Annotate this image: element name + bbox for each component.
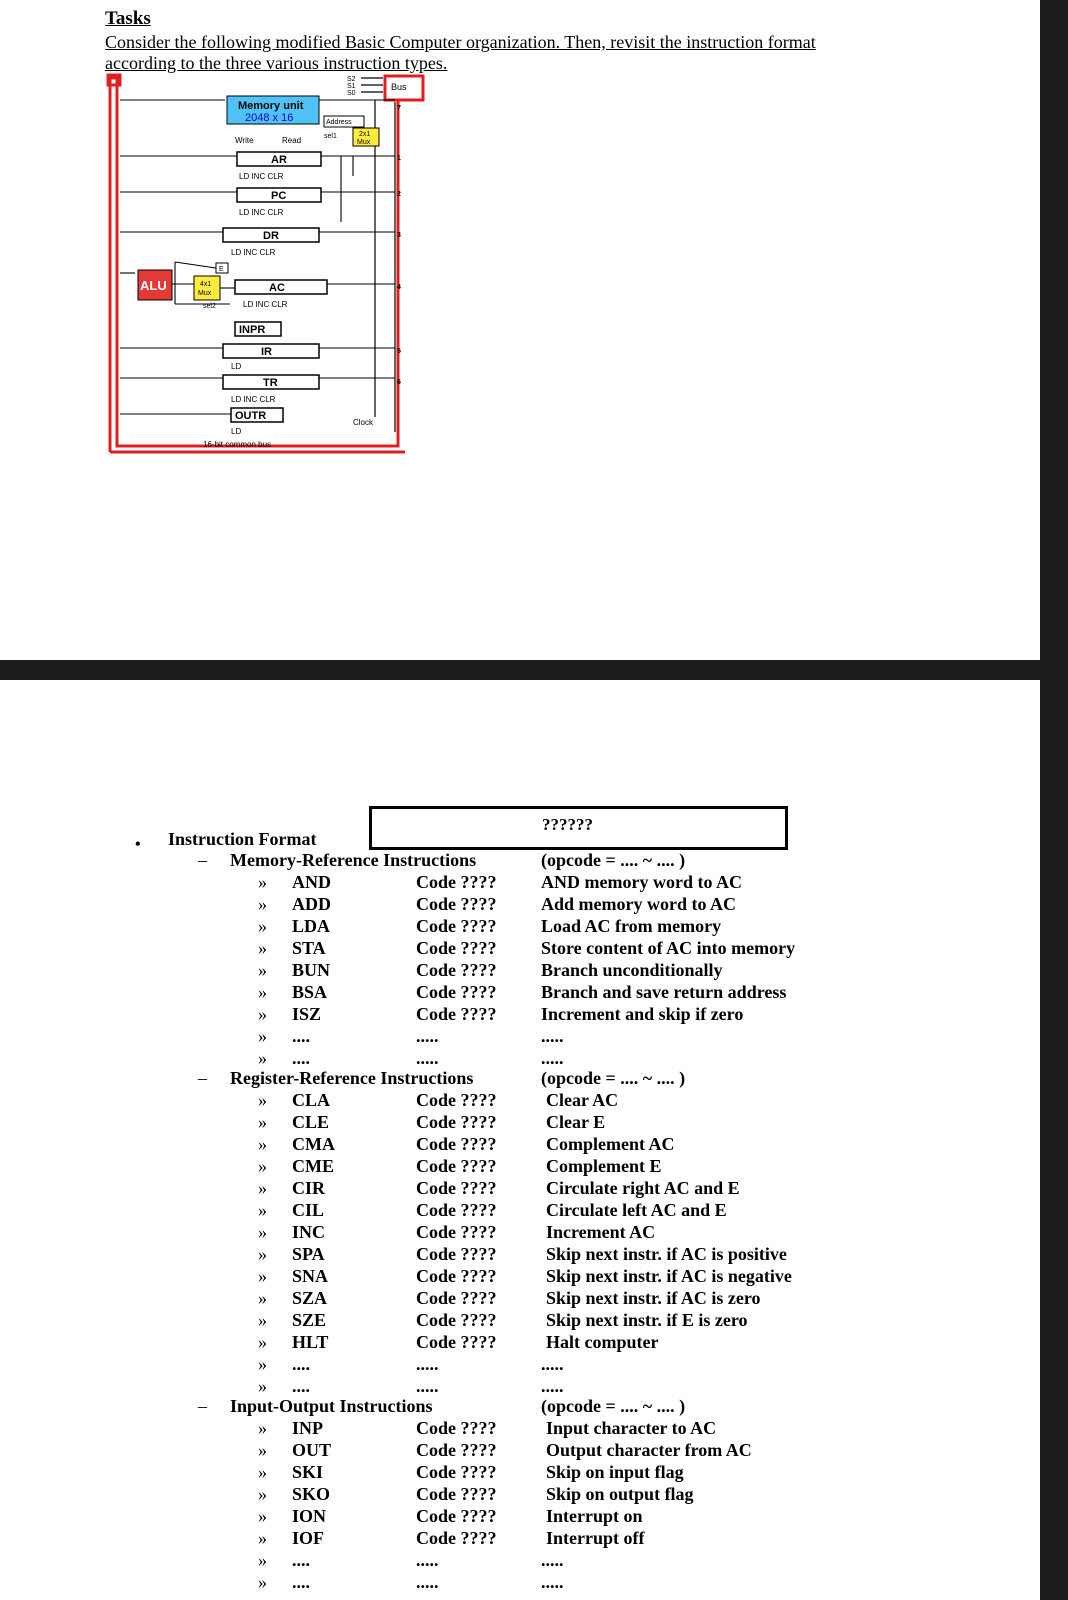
code-placeholder: ..... — [416, 1048, 439, 1068]
input-output-opcode: (opcode = .... ~ .... ) — [541, 1396, 686, 1416]
memory-unit-size: 2048 x 16 — [245, 112, 294, 124]
page-edge-shadow — [1040, 0, 1068, 1600]
code-placeholder: Code ???? — [416, 960, 497, 980]
chevron-icon: » — [258, 872, 267, 892]
code-placeholder: Code ???? — [416, 1440, 497, 1460]
chevron-icon: » — [258, 1090, 267, 1110]
outr-control-label: LD — [231, 427, 242, 436]
code-placeholder: Code ???? — [416, 1200, 497, 1220]
code-placeholder: Code ???? — [416, 894, 497, 914]
mnemonic: SZA — [292, 1288, 328, 1308]
chevron-icon: » — [258, 1156, 267, 1176]
dr-label: DR — [263, 230, 279, 242]
chevron-icon: » — [258, 916, 267, 936]
memory-reference-opcode: (opcode = .... ~ .... ) — [541, 850, 686, 870]
description: Complement E — [546, 1156, 662, 1176]
mnemonic: .... — [292, 1048, 310, 1068]
mnemonic: IOF — [292, 1528, 325, 1548]
mux-4x1-label-a: 4x1 — [200, 281, 212, 288]
description: Skip on input flag — [546, 1462, 684, 1482]
register-reference-opcode: (opcode = .... ~ .... ) — [541, 1068, 686, 1088]
code-placeholder: Code ???? — [416, 1332, 497, 1352]
description: Clear E — [546, 1112, 606, 1132]
code-placeholder: Code ???? — [416, 1310, 497, 1330]
mnemonic: CLA — [292, 1090, 331, 1110]
chevron-icon: » — [258, 1222, 267, 1242]
description: Input character to AC — [546, 1418, 717, 1438]
write-label: Write — [235, 136, 254, 145]
chevron-icon: » — [258, 982, 267, 1002]
mnemonic: OUT — [292, 1440, 332, 1460]
mux-2x1-label-b: Mux — [357, 139, 371, 146]
ir-label: IR — [261, 346, 272, 358]
ac-control-label: LD INC CLR — [243, 300, 288, 309]
code-placeholder: Code ???? — [416, 872, 497, 892]
mnemonic: AND — [292, 872, 331, 892]
mnemonic: ION — [292, 1506, 327, 1526]
ar-label: AR — [271, 154, 287, 166]
ac-label: AC — [269, 282, 285, 294]
code-placeholder: Code ???? — [416, 916, 497, 936]
mnemonic: .... — [292, 1026, 310, 1046]
description: Circulate left AC and E — [546, 1200, 727, 1220]
chevron-icon: » — [258, 1418, 267, 1438]
mnemonic: .... — [292, 1572, 310, 1592]
section-dash: – — [198, 1068, 207, 1088]
description: Add memory word to AC — [541, 894, 736, 914]
description: ..... — [541, 1550, 564, 1570]
mnemonic: BSA — [292, 982, 328, 1002]
common-bus-label: 16-bit common bus — [203, 440, 272, 449]
description: Output character from AC — [546, 1440, 752, 1460]
bus-input-2: 2 — [397, 191, 401, 198]
mnemonic: CLE — [292, 1112, 330, 1132]
description: Branch and save return address — [541, 982, 787, 1002]
bullet: • — [135, 836, 141, 853]
alu-label: ALU — [140, 278, 167, 293]
chevron-icon: » — [258, 1506, 267, 1526]
sel2-label: sel2 — [203, 303, 216, 310]
chevron-icon: » — [258, 1134, 267, 1154]
chevron-icon: » — [258, 1004, 267, 1024]
mux-4x1-label-b: Mux — [198, 290, 212, 297]
code-placeholder: Code ???? — [416, 1222, 497, 1242]
mnemonic: LDA — [292, 916, 331, 936]
inpr-label: INPR — [239, 324, 266, 336]
clock-label: Clock — [353, 418, 374, 427]
mnemonic: CMA — [292, 1134, 335, 1154]
mnemonic: .... — [292, 1354, 310, 1374]
mnemonic: .... — [292, 1550, 310, 1570]
mnemonic: SPA — [292, 1244, 325, 1264]
description: Circulate right AC and E — [546, 1178, 740, 1198]
pc-label: PC — [271, 190, 287, 202]
ar-control-label: LD INC CLR — [239, 172, 284, 181]
bus-input-7: 7 — [397, 105, 401, 112]
description: Skip next instr. if AC is negative — [546, 1266, 792, 1286]
chevron-icon: » — [258, 960, 267, 980]
mnemonic: SZE — [292, 1310, 327, 1330]
description: ..... — [541, 1354, 564, 1374]
mnemonic: SKI — [292, 1462, 324, 1482]
page-break — [0, 660, 1040, 680]
code-placeholder: Code ???? — [416, 1178, 497, 1198]
description: ..... — [541, 1026, 564, 1046]
chevron-icon: » — [258, 1178, 267, 1198]
intro-line-1: Consider the following modified Basic Computer organization. Then, revisit the instruction format — [105, 32, 816, 52]
diagram-svg — [105, 72, 425, 464]
chevron-icon: » — [258, 1440, 267, 1460]
code-placeholder: ..... — [416, 1572, 439, 1592]
chevron-icon: » — [258, 1288, 267, 1308]
code-placeholder: ..... — [416, 1550, 439, 1570]
s2-label: S2 — [347, 76, 356, 83]
code-placeholder: ..... — [416, 1354, 439, 1374]
mux-2x1-label-a: 2x1 — [359, 131, 371, 138]
s1-label: S1 — [347, 83, 356, 90]
ir-control-label: LD — [231, 362, 242, 371]
chevron-icon: » — [258, 1572, 267, 1592]
outr-label: OUTR — [235, 410, 267, 422]
description: Branch unconditionally — [541, 960, 723, 980]
description: Increment and skip if zero — [541, 1004, 744, 1024]
section-dash: – — [198, 1396, 207, 1416]
description: Increment AC — [546, 1222, 656, 1242]
code-placeholder: Code ???? — [416, 1244, 497, 1264]
code-placeholder: ..... — [416, 1026, 439, 1046]
intro-line-2: according to the three various instruction types. — [105, 53, 448, 73]
basic-computer-diagram — [105, 72, 425, 464]
mnemonic: ADD — [292, 894, 331, 914]
chevron-icon: » — [258, 1354, 267, 1374]
code-placeholder: ..... — [416, 1376, 439, 1396]
dr-control-label: LD INC CLR — [231, 248, 276, 257]
code-placeholder: Code ???? — [416, 1288, 497, 1308]
description: ..... — [541, 1572, 564, 1592]
chevron-icon: » — [258, 1462, 267, 1482]
bus-input-5: 5 — [397, 348, 401, 355]
description: Skip next instr. if AC is positive — [546, 1244, 787, 1264]
s0-label: S0 — [347, 90, 356, 97]
bus-input-3: 3 — [397, 232, 401, 239]
description: Store content of AC into memory — [541, 938, 796, 958]
chevron-icon: » — [258, 1112, 267, 1132]
code-placeholder: Code ???? — [416, 1484, 497, 1504]
bus-label: Bus — [391, 82, 407, 92]
mnemonic: .... — [292, 1376, 310, 1396]
sel1-label: sel1 — [324, 133, 337, 140]
code-placeholder: Code ???? — [416, 1112, 497, 1132]
chevron-icon: » — [258, 1266, 267, 1286]
description: Skip next instr. if E is zero — [546, 1310, 748, 1330]
chevron-icon: » — [258, 1048, 267, 1068]
code-placeholder: Code ???? — [416, 982, 497, 1002]
section-dash: – — [198, 850, 207, 870]
description: AND memory word to AC — [541, 872, 742, 892]
input-output-title: Input-Output Instructions — [230, 1396, 433, 1416]
code-placeholder: Code ???? — [416, 1004, 497, 1024]
register-reference-title: Register-Reference Instructions — [230, 1068, 474, 1088]
mnemonic: INC — [292, 1222, 326, 1242]
chevron-icon: » — [258, 1026, 267, 1046]
mnemonic: BUN — [292, 960, 331, 980]
description: Interrupt on — [546, 1506, 643, 1526]
e-label: E — [219, 266, 224, 273]
pc-control-label: LD INC CLR — [239, 208, 284, 217]
description: Clear AC — [546, 1090, 619, 1110]
mnemonic: SKO — [292, 1484, 331, 1504]
chevron-icon: » — [258, 1244, 267, 1264]
read-label: Read — [282, 136, 302, 145]
description: Interrupt off — [546, 1528, 645, 1548]
code-placeholder: Code ???? — [416, 938, 497, 958]
tasks-heading: Tasks — [105, 8, 151, 29]
chevron-icon: » — [258, 1550, 267, 1570]
code-placeholder: Code ???? — [416, 1528, 497, 1548]
chevron-icon: » — [258, 1310, 267, 1330]
code-placeholder: Code ???? — [416, 1266, 497, 1286]
mnemonic: STA — [292, 938, 326, 958]
chevron-icon: » — [258, 1200, 267, 1220]
code-placeholder: Code ???? — [416, 1090, 497, 1110]
mnemonic: ISZ — [292, 1004, 322, 1024]
mnemonic: INP — [292, 1418, 323, 1438]
description: Halt computer — [546, 1332, 659, 1352]
bus-input-6: 6 — [397, 379, 401, 386]
description: Complement AC — [546, 1134, 675, 1154]
chevron-icon: » — [258, 1484, 267, 1504]
description: Skip next instr. if AC is zero — [546, 1288, 761, 1308]
bus-input-4: 4 — [397, 284, 401, 291]
code-placeholder: Code ???? — [416, 1156, 497, 1176]
mnemonic: SNA — [292, 1266, 329, 1286]
description: Skip on output flag — [546, 1484, 694, 1504]
code-placeholder: Code ???? — [416, 1506, 497, 1526]
mnemonic: HLT — [292, 1332, 329, 1352]
memory-unit-title: Memory unit — [238, 100, 304, 112]
chevron-icon: » — [258, 938, 267, 958]
description: ..... — [541, 1048, 564, 1068]
intro-paragraph — [105, 32, 865, 74]
mnemonic: CIR — [292, 1178, 326, 1198]
description: ..... — [541, 1376, 564, 1396]
tr-label: TR — [263, 377, 278, 389]
bus-input-1: 1 — [397, 155, 401, 162]
address-label: Address — [326, 119, 352, 126]
answer-box-text: ?????? — [542, 815, 593, 834]
chevron-icon: » — [258, 1528, 267, 1548]
code-placeholder: Code ???? — [416, 1134, 497, 1154]
description: Load AC from memory — [541, 916, 722, 936]
instruction-format-title: Instruction Format — [168, 829, 317, 849]
code-placeholder: Code ???? — [416, 1418, 497, 1438]
chevron-icon: » — [258, 1332, 267, 1352]
memory-reference-title: Memory-Reference Instructions — [230, 850, 477, 870]
code-placeholder: Code ???? — [416, 1462, 497, 1482]
chevron-icon: » — [258, 1376, 267, 1396]
mnemonic: CME — [292, 1156, 334, 1176]
chevron-icon: » — [258, 894, 267, 914]
mnemonic: CIL — [292, 1200, 325, 1220]
tr-control-label: LD INC CLR — [231, 395, 276, 404]
